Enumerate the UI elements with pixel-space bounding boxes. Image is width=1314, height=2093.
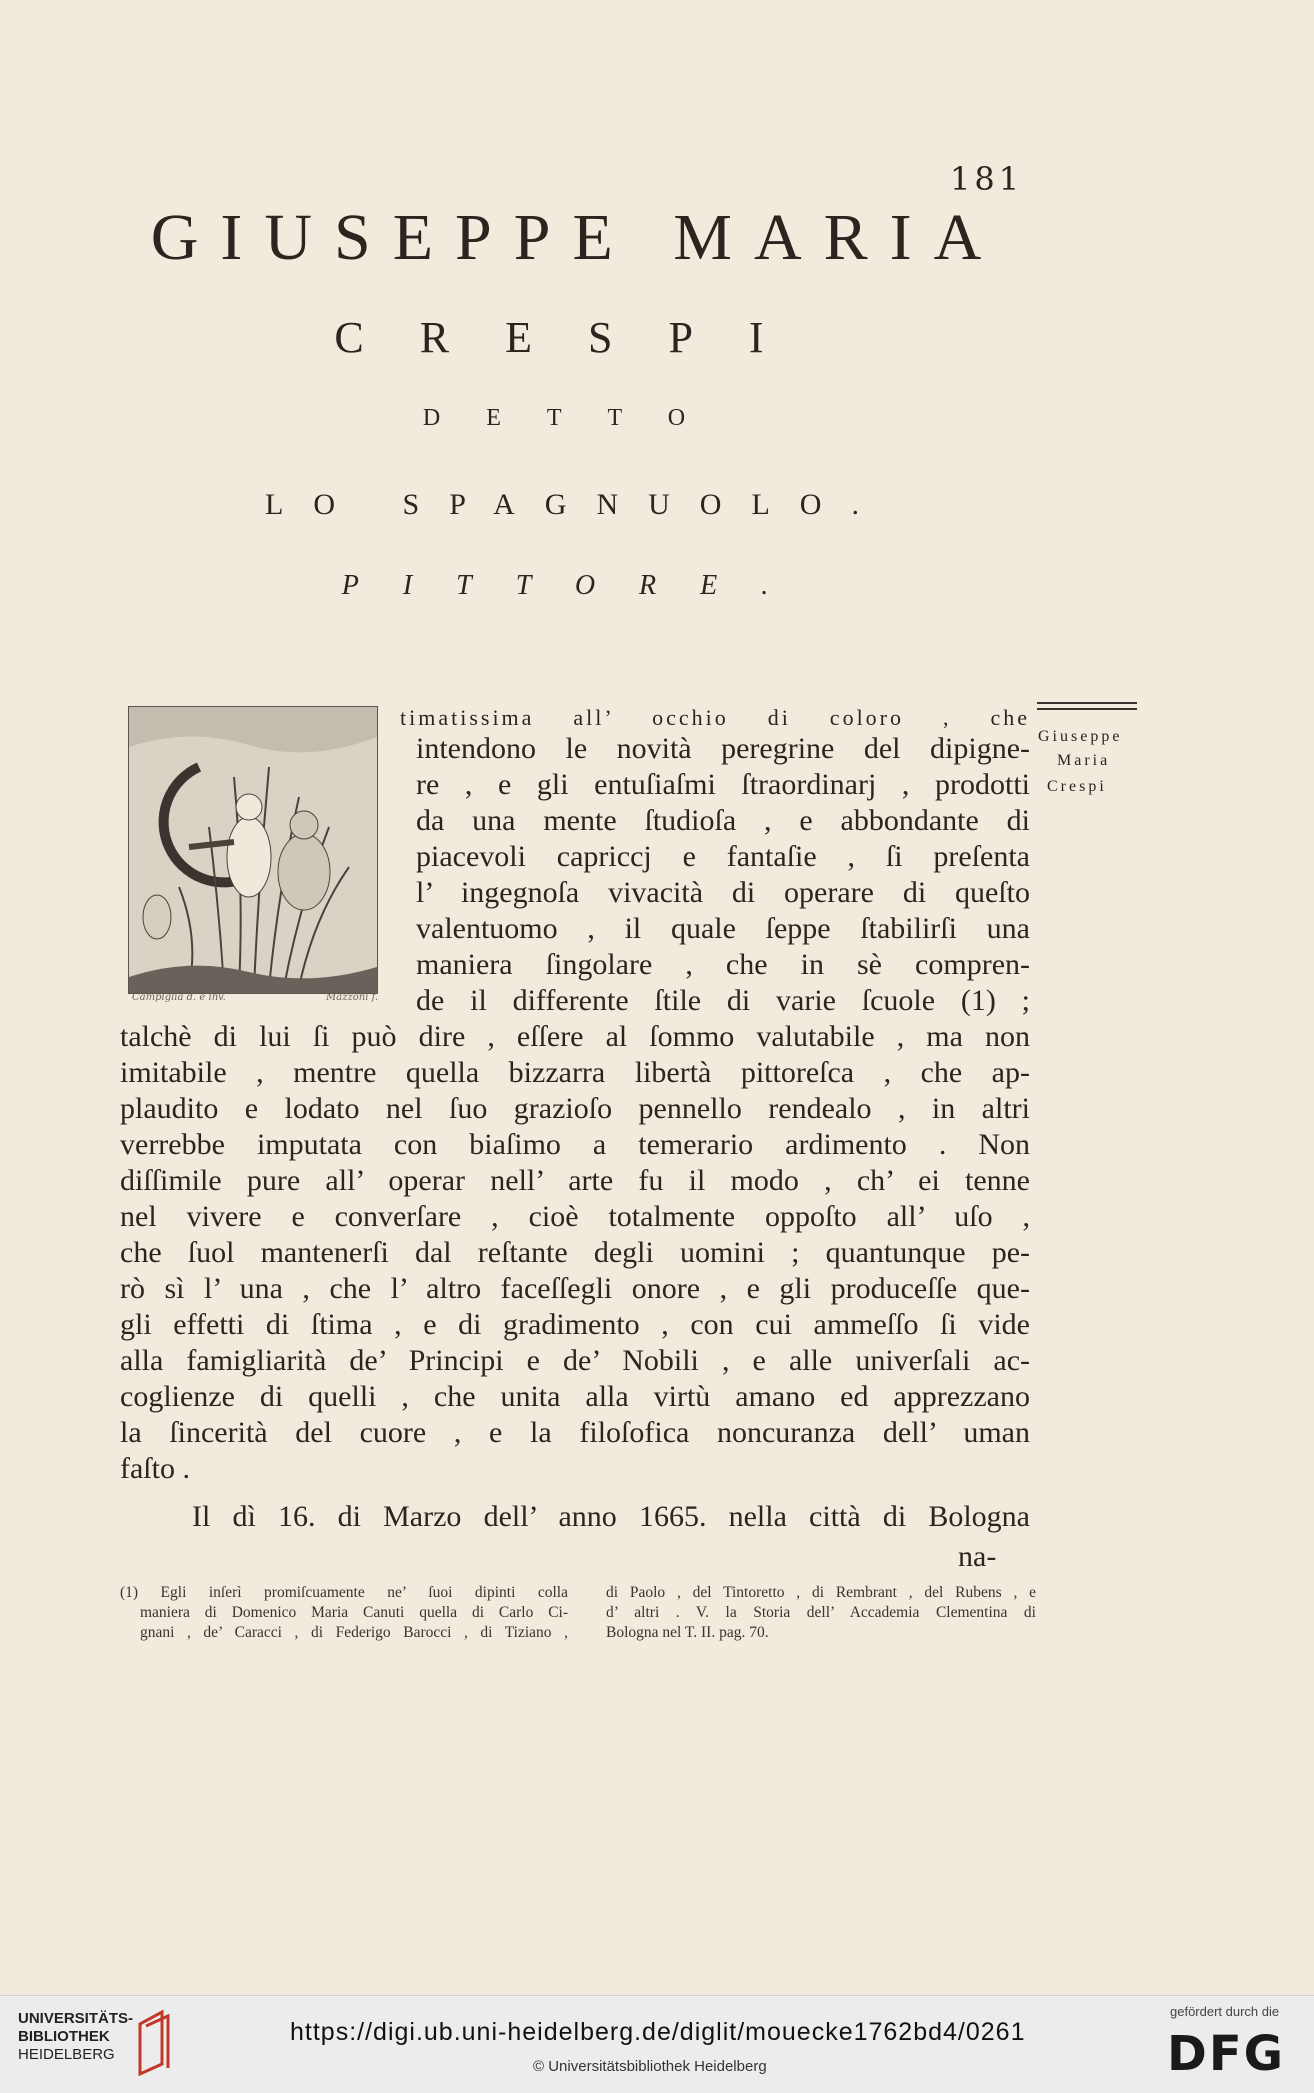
title-nickname: LO SPAGNUOLO. [265, 488, 889, 521]
body-line: la ſincerità del cuore , e la filoſofica noncuranza dell’ uman [120, 1416, 1030, 1449]
plate-caption-left: Campiglia d. e inv. [132, 992, 226, 1003]
body-line: faſto . [120, 1452, 190, 1485]
body-line: che ſuol mantenerſi dal reſtante degli uomini ; quantunque pe- [120, 1236, 1030, 1269]
body-line: timatissima all’ occhio di coloro , che [400, 705, 1030, 730]
footnote-line: di Paolo , del Tintoretto , di Rembrant , del Rubens , e [606, 1584, 1036, 1601]
decorative-initial-plate [128, 706, 378, 994]
funder-text: gefördert durch die [1170, 2004, 1280, 2019]
engraving-illustration [129, 707, 377, 993]
footnote-line: d’ altri . V. la Storia dell’ Accademia Clementina di [606, 1604, 1036, 1621]
body-line: verrebbe imputata con biaſimo a temerario ardimento . Non [120, 1128, 1030, 1161]
body-line: valentuomo , il quale ſeppe ſtabilirſi una [416, 912, 1030, 945]
library-name[interactable] [18, 2010, 133, 2064]
footnote-line: maniera di Domenico Maria Canuti quella di Carlo Ci- [140, 1604, 568, 1621]
permalink-url[interactable]: https://digi.ub.uni-heidelberg.de/diglit/mouecke1762bd4/0261 [290, 2018, 1026, 2046]
body-line: talchè di lui ſi può dire , eſſere al ſommo valutabile , ma non [120, 1020, 1030, 1053]
margin-note-line: Giuseppe [1038, 728, 1123, 745]
body-line: Il dì 16. di Marzo dell’ anno 1665. nella città di Bologna [192, 1500, 1030, 1533]
library-name-line: UNIVERSITÄTS- [18, 2010, 134, 2027]
body-line: maniera ſingolare , che in sè compren- [416, 948, 1030, 981]
margin-note-line: Maria [1057, 752, 1111, 769]
body-line: plaudito e lodato nel ſuo grazioſo pennello rendealo , in altri [120, 1092, 1030, 1125]
catchword: na- [958, 1540, 997, 1573]
body-line: gli effetti di ſtima , e di gradimento , con cui ammeſſo ſi vide [120, 1308, 1030, 1341]
plate-caption-right: Mazzoni f. [326, 992, 379, 1003]
body-line: da una mente ſtudioſa , e abbondante di [416, 804, 1030, 837]
title-surname: CRESPI [334, 313, 820, 362]
body-line: diſſimile pure all’ operar nell’ arte fu il modo , ch’ ei tenne [120, 1164, 1030, 1197]
body-line: nel vivere e converſare , cioè totalmente oppoſto all’ uſo , [120, 1200, 1030, 1233]
body-line: piacevoli capriccj e fantaſie , ſi preſenta [416, 840, 1030, 873]
page-number: 181 [950, 160, 1024, 198]
body-line: rò sì l’ una , che l’ altro faceſſegli onore , e gli produceſſe que- [120, 1272, 1030, 1305]
margin-note-line: Crespi [1047, 778, 1107, 795]
footnote-line: gnani , de’ Caracci , di Federigo Barocci , di Tiziano , [140, 1624, 568, 1641]
body-line: alla famigliarità de’ Principi e de’ Nobili , e alle univerſali ac- [120, 1344, 1030, 1377]
title-profession: PITTORE. [341, 570, 813, 601]
body-line: intendono le novità peregrine del dipigne- [416, 732, 1030, 765]
body-line: de il differente ſtile di varie ſcuole (1) ; [416, 984, 1030, 1017]
footnote-line: (1) Egli inſerì promiſcuamente ne’ ſuoi dipinti colla [120, 1584, 568, 1601]
viewer-footer [0, 1995, 1314, 2093]
body-line: imitabile , mentre quella bizzarra libertà pittoreſca , che ap- [120, 1056, 1030, 1089]
library-book-icon [132, 2006, 182, 2076]
footnote-line: Bologna nel T. II. pag. 70. [606, 1624, 769, 1641]
library-name-line: HEIDELBERG [18, 2046, 115, 2063]
body-line: re , e gli entuſiaſmi ſtraordinarj , prodotti [416, 768, 1030, 801]
title-detto: DETTO [422, 405, 732, 431]
body-line: l’ ingegnoſa vivacità di operare di queſto [416, 876, 1030, 909]
copyright-notice: © Universitätsbibliothek Heidelberg [533, 2058, 767, 2075]
library-name-line: BIBLIOTHEK [18, 2028, 110, 2045]
dfg-logo[interactable]: DFG [1167, 2026, 1286, 2082]
margin-rule [1037, 702, 1137, 704]
margin-rule [1037, 708, 1137, 710]
title-name: GIUSEPPE MARIA [150, 201, 1004, 274]
body-line: coglienze di quelli , che unita alla virtù amano ed apprezzano [120, 1380, 1030, 1413]
